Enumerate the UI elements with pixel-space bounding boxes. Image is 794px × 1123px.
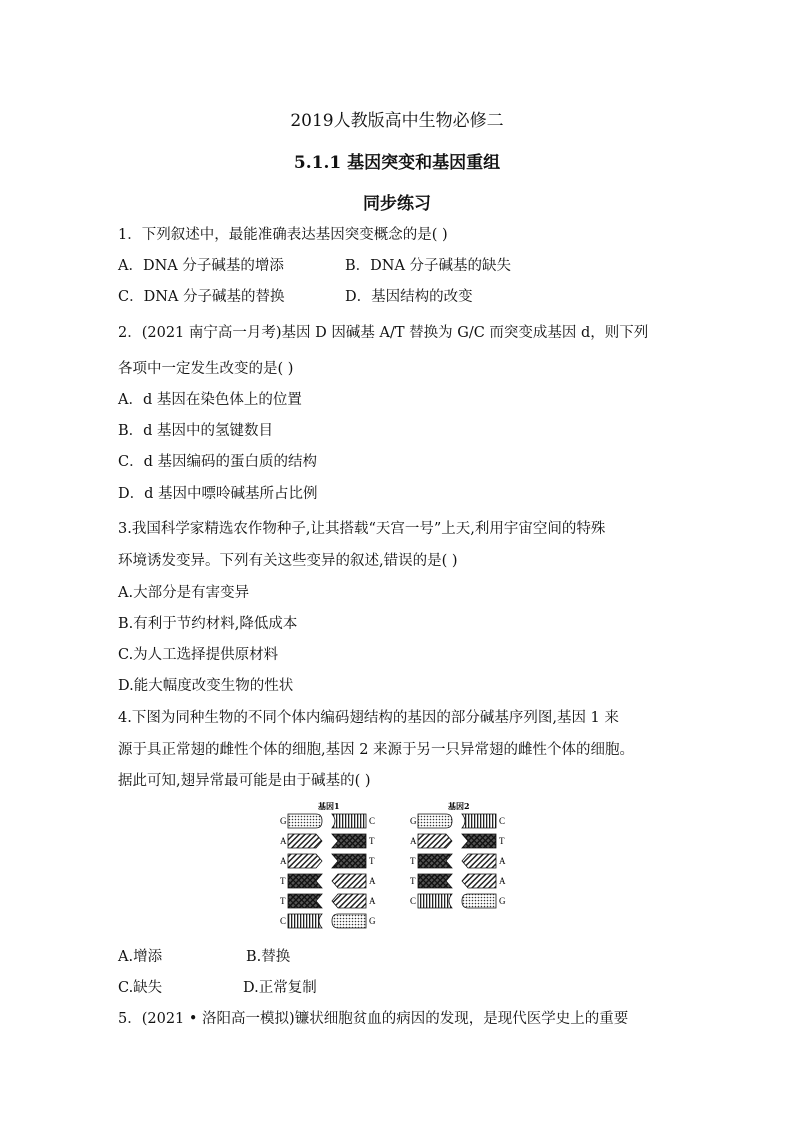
gene1-base-left-3: A (280, 856, 287, 866)
gene1-base-right-5: A (369, 896, 376, 906)
gene2-block-right-2 (462, 834, 496, 848)
q3-option-b: B.有利于节约材料,降低成本 (118, 616, 298, 632)
gene1-base-left-6: C (280, 916, 287, 926)
gene2-block-right-1 (462, 814, 496, 828)
q4-option-b: B.替换 (246, 949, 291, 965)
gene1-sequence (280, 814, 376, 928)
gene2-block-right-4 (462, 874, 496, 888)
q3-option-c: C.为人工选择提供原材料 (118, 647, 279, 663)
gene2-block-left-2 (418, 834, 452, 848)
section-title: 同步练习 (363, 194, 431, 214)
gene2-sequence (410, 814, 506, 908)
gene2-base-right-1: C (499, 816, 506, 826)
q3-stem-line2: 环境诱发变异。下列有关这些变异的叙述,错误的是( ) (118, 553, 458, 569)
q3-option-d: D.能大幅度改变生物的性状 (118, 678, 294, 694)
gene2-base-right-2: T (499, 836, 505, 846)
q2-option-c: C．d 基因编码的蛋白质的结构 (118, 454, 317, 470)
gene2-block-left-1 (418, 814, 452, 828)
gene1-block-left-4 (288, 874, 322, 888)
q1-option-b: B．DNA 分子碱基的缺失 (345, 258, 512, 274)
gene2-block-left-3 (418, 854, 452, 868)
gene1-base-right-6: G (369, 916, 376, 926)
gene1-base-left-4: T (280, 876, 286, 886)
q2-option-d: D．d 基因中嘌呤碱基所占比例 (118, 486, 318, 502)
gene1-block-right-3 (332, 854, 366, 868)
gene1-block-left-6 (288, 914, 322, 928)
lesson-title: 5.1.1 基因突变和基因重组 (293, 153, 501, 173)
gene2-label: 基因2 (448, 801, 470, 811)
gene2-base-right-5: G (499, 896, 506, 906)
q3-option-a: A.大部分是有害变异 (118, 585, 250, 601)
gene2-base-right-4: A (499, 876, 506, 886)
gene1-block-left-1 (288, 814, 322, 828)
q1-option-d: D．基因结构的改变 (345, 289, 473, 305)
gene2-base-left-1: G (410, 816, 417, 826)
q2-stem-line1: 2．(2021 南宁高一月考)基因 D 因碱基 A/T 替换为 G/C 而突变成基因 d，则下列 (118, 325, 649, 341)
gene1-base-left-5: T (280, 896, 286, 906)
gene2-block-left-4 (418, 874, 452, 888)
q4-stem-line1: 4.下图为同种生物的不同个体内编码翅结构的基因的部分碱基序列图,基因 1 来 (118, 710, 619, 726)
course-title: 2019人教版高中生物必修二 (290, 111, 504, 131)
gene1-block-right-5 (332, 894, 366, 908)
q3-stem-line1: 3.我国科学家精选农作物种子,让其搭载“天宫一号”上天,利用宇宙空间的特殊 (118, 521, 606, 537)
q2-stem-line2: 各项中一定发生改变的是( ) (118, 361, 294, 377)
q1-option-a: A．DNA 分子碱基的增添 (118, 258, 284, 274)
gene1-base-right-2: T (369, 836, 375, 846)
gene1-base-right-1: C (369, 816, 376, 826)
q4-stem-line2: 源于具正常翅的雌性个体的细胞,基因 2 来源于另一只异常翅的雌性个体的细胞。 (118, 742, 635, 758)
gene1-block-left-5 (288, 894, 322, 908)
q2-option-a: A．d 基因在染色体上的位置 (118, 392, 302, 408)
q4-stem-line3: 据此可知,翅异常最可能是由于碱基的( ) (118, 773, 371, 789)
gene1-base-right-3: T (369, 856, 375, 866)
gene1-block-right-2 (332, 834, 366, 848)
q4-option-c: C.缺失 (118, 980, 163, 996)
gene1-block-left-3 (288, 854, 322, 868)
gene1-base-right-4: A (369, 876, 376, 886)
gene2-block-right-5 (462, 894, 496, 908)
q2-option-b: B．d 基因中的氢键数目 (118, 423, 274, 439)
gene2-base-left-4: T (410, 876, 416, 886)
gene1-base-left-2: A (280, 836, 287, 846)
q1-option-c: C．DNA 分子碱基的替换 (118, 289, 285, 305)
q4-option-a: A.增添 (118, 949, 163, 965)
q5-stem-line1: 5．(2021 • 洛阳高一模拟)镰状细胞贫血的病因的发现，是现代医学史上的重要 (118, 1011, 629, 1027)
gene1-block-right-1 (332, 814, 366, 828)
q1-stem: 1．下列叙述中，最能准确表达基因突变概念的是( ) (118, 227, 448, 243)
gene2-base-left-3: T (410, 856, 416, 866)
gene-sequence-figure (276, 800, 526, 930)
gene2-base-right-3: A (499, 856, 506, 866)
gene1-base-left-1: G (280, 816, 287, 826)
gene2-block-left-5 (418, 894, 452, 908)
gene1-block-left-2 (288, 834, 322, 848)
gene1-label: 基因1 (318, 801, 340, 811)
gene1-block-right-4 (332, 874, 366, 888)
gene2-base-left-5: C (410, 896, 417, 906)
q4-option-d: D.正常复制 (243, 980, 317, 996)
gene2-block-right-3 (462, 854, 496, 868)
gene2-base-left-2: A (410, 836, 417, 846)
gene1-block-right-6 (332, 914, 366, 928)
